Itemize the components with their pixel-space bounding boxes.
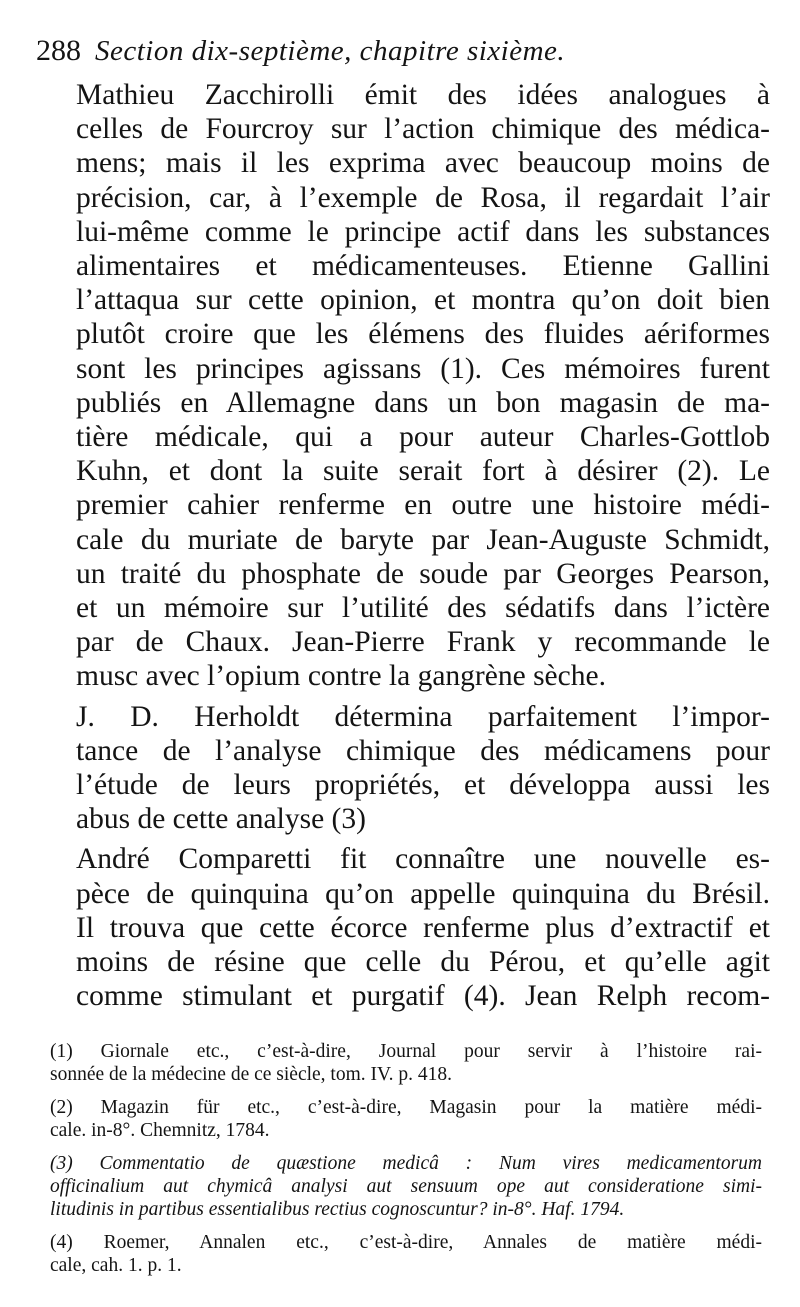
- text-line: plutôt croire que les élémens des fluides aériformes: [76, 318, 770, 351]
- text-line: cale du muriate de baryte par Jean-Auguste Schmidt,: [76, 523, 770, 556]
- text-line: mens; mais il les exprima avec beaucoup moins de: [76, 147, 770, 180]
- footnote-line: sonnée de la médecine de ce siècle, tom. IV. p. 418.: [50, 1064, 452, 1085]
- page-number: 288: [36, 34, 81, 67]
- text-line: comme stimulant et purgatif (4). Jean Relph recom-: [76, 980, 770, 1013]
- text-line: tière médicale, qui a pour auteur Charles-Gottlob: [76, 421, 770, 454]
- paragraph-herholdt: [36, 700, 770, 837]
- main-text: [36, 78, 770, 1013]
- text-line: Il trouva que cette écorce renferme plus d’extractif et: [76, 911, 770, 944]
- footnote-1: [50, 1040, 762, 1086]
- text-line: précision, car, à l’exemple de Rosa, il regardait l’air: [76, 181, 770, 214]
- footnote-line: cale. in-8°. Chemnitz, 1784.: [50, 1120, 270, 1141]
- text-line: musc avec l’opium contre la gangrène sèche.: [76, 660, 606, 693]
- footnote-line: litudinis in partibus essentialibus rectius cognoscuntur? in-8°. Haf. 1794.: [50, 1199, 625, 1220]
- text-line: Mathieu Zacchirolli émit des idées analogues à: [76, 79, 770, 111]
- text-line: André Comparetti fit connaître une nouvelle es-: [76, 843, 770, 876]
- text-line: et un mémoire sur l’utilité des sédatifs dans l’ictère: [76, 592, 770, 625]
- text-line: lui-même comme le principe actif dans les substances: [76, 215, 770, 248]
- text-line: celles de Fourcroy sur l’action chimique des médica-: [76, 113, 770, 146]
- text-line: sont les principes agissans (1). Ces mémoires furent: [76, 352, 770, 385]
- footnote-line: (1) Giornale etc., c’est-à-dire, Journal pour servir à l’histoire rai-: [50, 1041, 762, 1062]
- footnote-line: (2) Magazin für etc., c’est-à-dire, Magasin pour la matière médi-: [50, 1097, 762, 1118]
- footnote-line: officinalium aut chymicâ analysi aut sensuum ope aut consideratione simi-: [50, 1176, 762, 1197]
- text-line: un traité du phosphate de soude par Georges Pearson,: [76, 557, 770, 590]
- text-line: pèce de quinquina qu’on appelle quinquina du Brésil.: [76, 877, 770, 910]
- footnote-line: (3) Commentatio de quæstione medicâ : Num vires medicamentorum: [50, 1153, 762, 1174]
- running-title: Section dix-septième, chapitre sixième.: [95, 35, 566, 67]
- text-line: l’étude de leurs propriétés, et développa aussi les: [76, 769, 770, 802]
- footnotes: [50, 1040, 762, 1287]
- text-line: tance de l’analyse chimique des médicamens pour: [76, 734, 770, 767]
- text-line: abus de cette analyse (3): [76, 803, 366, 836]
- text-line: publiés en Allemagne dans un bon magasin de ma-: [76, 386, 770, 419]
- text-line: alimentaires et médicamenteuses. Etienne Gallini: [76, 250, 770, 283]
- paragraph-comparetti: [36, 842, 770, 1013]
- text-line: moins de résine que celle du Pérou, et qu’elle agit: [76, 946, 770, 979]
- paragraph-zacchirolli: [36, 78, 770, 694]
- text-line: premier cahier renferme en outre une histoire médi-: [76, 489, 770, 522]
- footnote-3: [50, 1152, 762, 1221]
- running-header: [36, 34, 770, 78]
- text-line: Kuhn, et dont la suite serait fort à désirer (2). Le: [76, 455, 770, 488]
- text-line: par de Chaux. Jean-Pierre Frank y recommande le: [76, 626, 770, 659]
- footnote-4: [50, 1231, 762, 1277]
- footnote-line: cale, cah. 1. p. 1.: [50, 1255, 182, 1276]
- text-line: l’attaqua sur cette opinion, et montra qu’on doit bien: [76, 284, 770, 317]
- footnote-line: (4) Roemer, Annalen etc., c’est-à-dire, Annales de matière médi-: [50, 1232, 762, 1253]
- footnote-2: [50, 1096, 762, 1142]
- text-line: J. D. Herholdt détermina parfaitement l’impor-: [76, 700, 770, 733]
